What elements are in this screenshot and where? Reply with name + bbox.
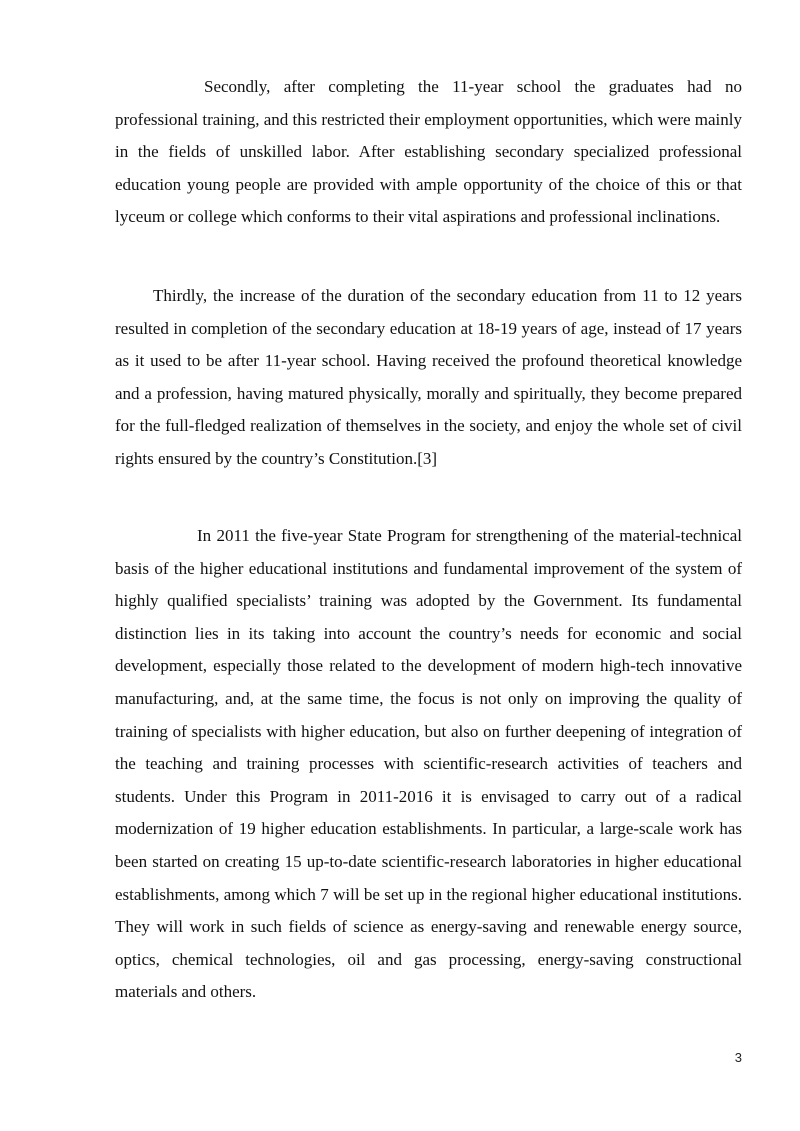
paragraph-thirdly: Thirdly, the increase of the duration of the secondary education from 11 to 12 years resulted in completion of the secondary education at 18-19 years of age, instead of 17 years as it used to be after 11-year school. Having received the profound theoretical knowledge and a profession, having matured physically, morally and spiritually, they become prepared for the full-fledged realization of themselves in the society, and enjoy the whole set of civil rights ensured by the country’s Constitution.[3] [115, 286, 742, 468]
page-number: 3 [734, 1050, 742, 1065]
paragraph-state-program: In 2011 the five-year State Program for strengthening of the material-technical basis of the higher educational institutions and fundamental improvement of the system of highly qualified specialists’ training was adopted by the Government. Its fundamental distinction lies in its taking into account the country’s needs for economic and social development, especially those related to the development of modern high-tech innovative manufacturing, and, at the same time, the focus is not only on improving the quality of training of specialists with higher education, but also on further deepening of integration of the teaching and training processes with scientific-research activities of teachers and students. Under this Program in 2011-2016 it is envisaged to carry out of a radical modernization of 19 higher education establishments. In particular, a large-scale work has been started on creating 15 up-to-date scientific-research laboratories in higher educational establishments, among which 7 will be set up in the regional higher educational institutions. They will work in such fields of science as energy-saving and renewable energy source, optics, chemical technologies, oil and gas processing, energy-saving constructional materials and others. [115, 526, 742, 1002]
paragraph-secondly: Secondly, after completing the 11-year school the graduates had no professional training, and this restricted their employment opportunities, which were mainly in the fields of unskilled labor. After establishing secondary specialized professional education young people are provided with ample opportunity of the choice of this or that lyceum or college which conforms to their vital aspirations and professional inclinations. [115, 77, 742, 227]
